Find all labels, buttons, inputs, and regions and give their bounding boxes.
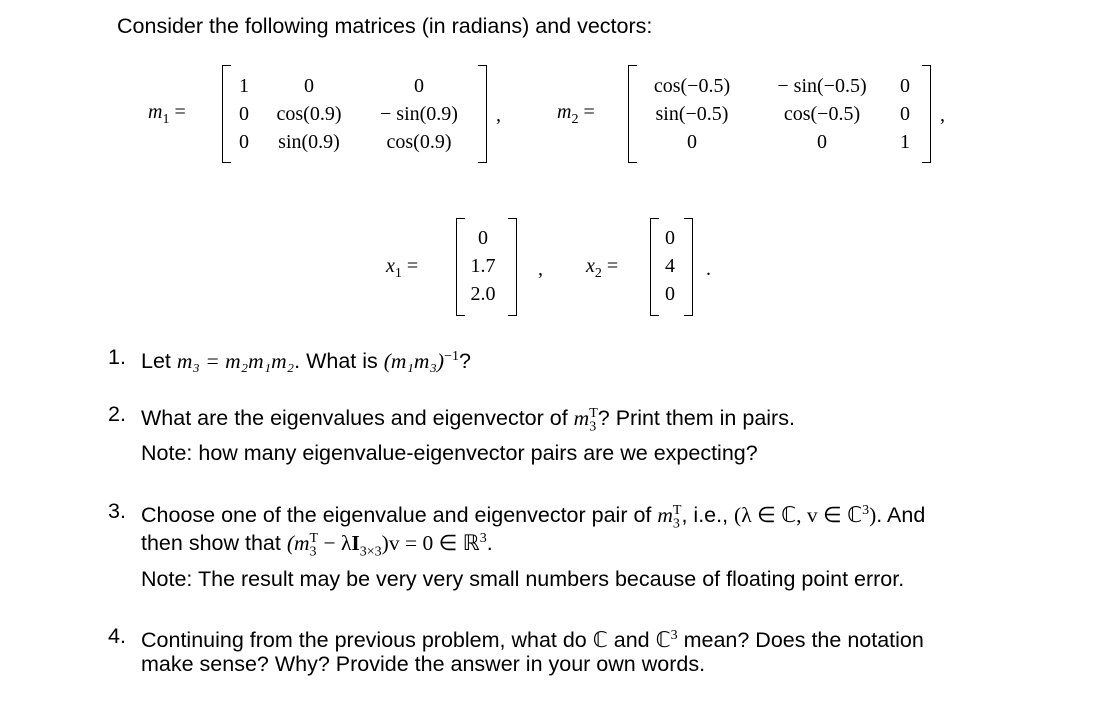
x1-label: $x_1$ = [386,255,419,281]
m1-cell: sin(0.9) [278,131,340,153]
x1-value: 1.7 [470,255,496,277]
m1-cell: 0 [239,131,249,153]
m2-cell: − sin(−0.5) [777,75,867,97]
x2-value: 4 [665,255,675,277]
m2-cell: 0 [900,103,910,125]
m2-cell: 0 [687,131,697,153]
q3-note: Note: The result may be very very small numbers because of floating point error. [141,567,905,591]
q4-text-line2: make sense? Why? Provide the answer in your own words. [141,652,706,676]
x2-value: 0 [665,283,675,305]
q3-text-line1: Choose one of the eigenvalue and eigenvector pair of $m_3^T$, i.e., (λ ∈ ℂ, v ∈ ℂ$^3$). And [141,503,926,532]
m2-cell: 0 [900,75,910,97]
m1-cell: − sin(0.9) [380,103,458,125]
m1-cell: cos(0.9) [386,131,452,153]
q2-note: Note: how many eigenvalue-eigenvector pairs are we expecting? [141,441,758,465]
intro-text: Consider the following matrices (in radians) and vectors: [117,14,653,38]
m2-cell: 0 [817,131,827,153]
m1-cell: 0 [414,75,424,97]
q3-number: 3. [108,499,126,523]
q3-text-line2: then show that $(m_3^T - \lambda I_{3\times 3})v = 0$ ∈ ℝ$^3$. [141,531,493,560]
m2-cell: 1 [900,131,910,153]
x1-value: 2.0 [470,283,496,305]
x1-value: 0 [478,227,488,249]
comma: , [940,104,945,126]
q4-number: 4. [108,624,126,648]
m2-left-bracket [628,65,637,163]
m1-left-bracket [222,65,231,163]
q1-number: 1. [108,345,126,369]
m2-cell: cos(−0.5) [783,103,861,125]
m1-cell: 0 [304,75,314,97]
comma: , [496,104,501,126]
period: . [706,258,711,280]
m1-cell: 1 [239,75,249,97]
x1-right-bracket [508,218,517,316]
q2-number: 2. [108,402,126,426]
x2-label: $x_2$ = [586,255,619,281]
comma: , [538,258,543,280]
m2-right-bracket [922,65,931,163]
m1-cell: cos(0.9) [276,103,342,125]
q4-text-line1: Continuing from the previous problem, what do ℂ and ℂ$^3$ mean? Does the notation [141,628,924,653]
m2-cell: cos(−0.5) [653,75,731,97]
m1-cell: 0 [239,103,249,125]
m2-cell: sin(−0.5) [655,103,729,125]
x2-value: 0 [665,227,675,249]
m1-right-bracket [478,65,487,163]
m1-label: $m_1$ = [148,101,186,127]
q2-text: What are the eigenvalues and eigenvector of $m_3^T$? Print them in pairs. [141,406,795,435]
q1-text: Let m₃ = m₂m₁m₂. What is $(m_1m_3)^{-1}$? [141,349,471,374]
m2-label: $m_2$ = [557,101,595,127]
x2-right-bracket [684,218,693,316]
